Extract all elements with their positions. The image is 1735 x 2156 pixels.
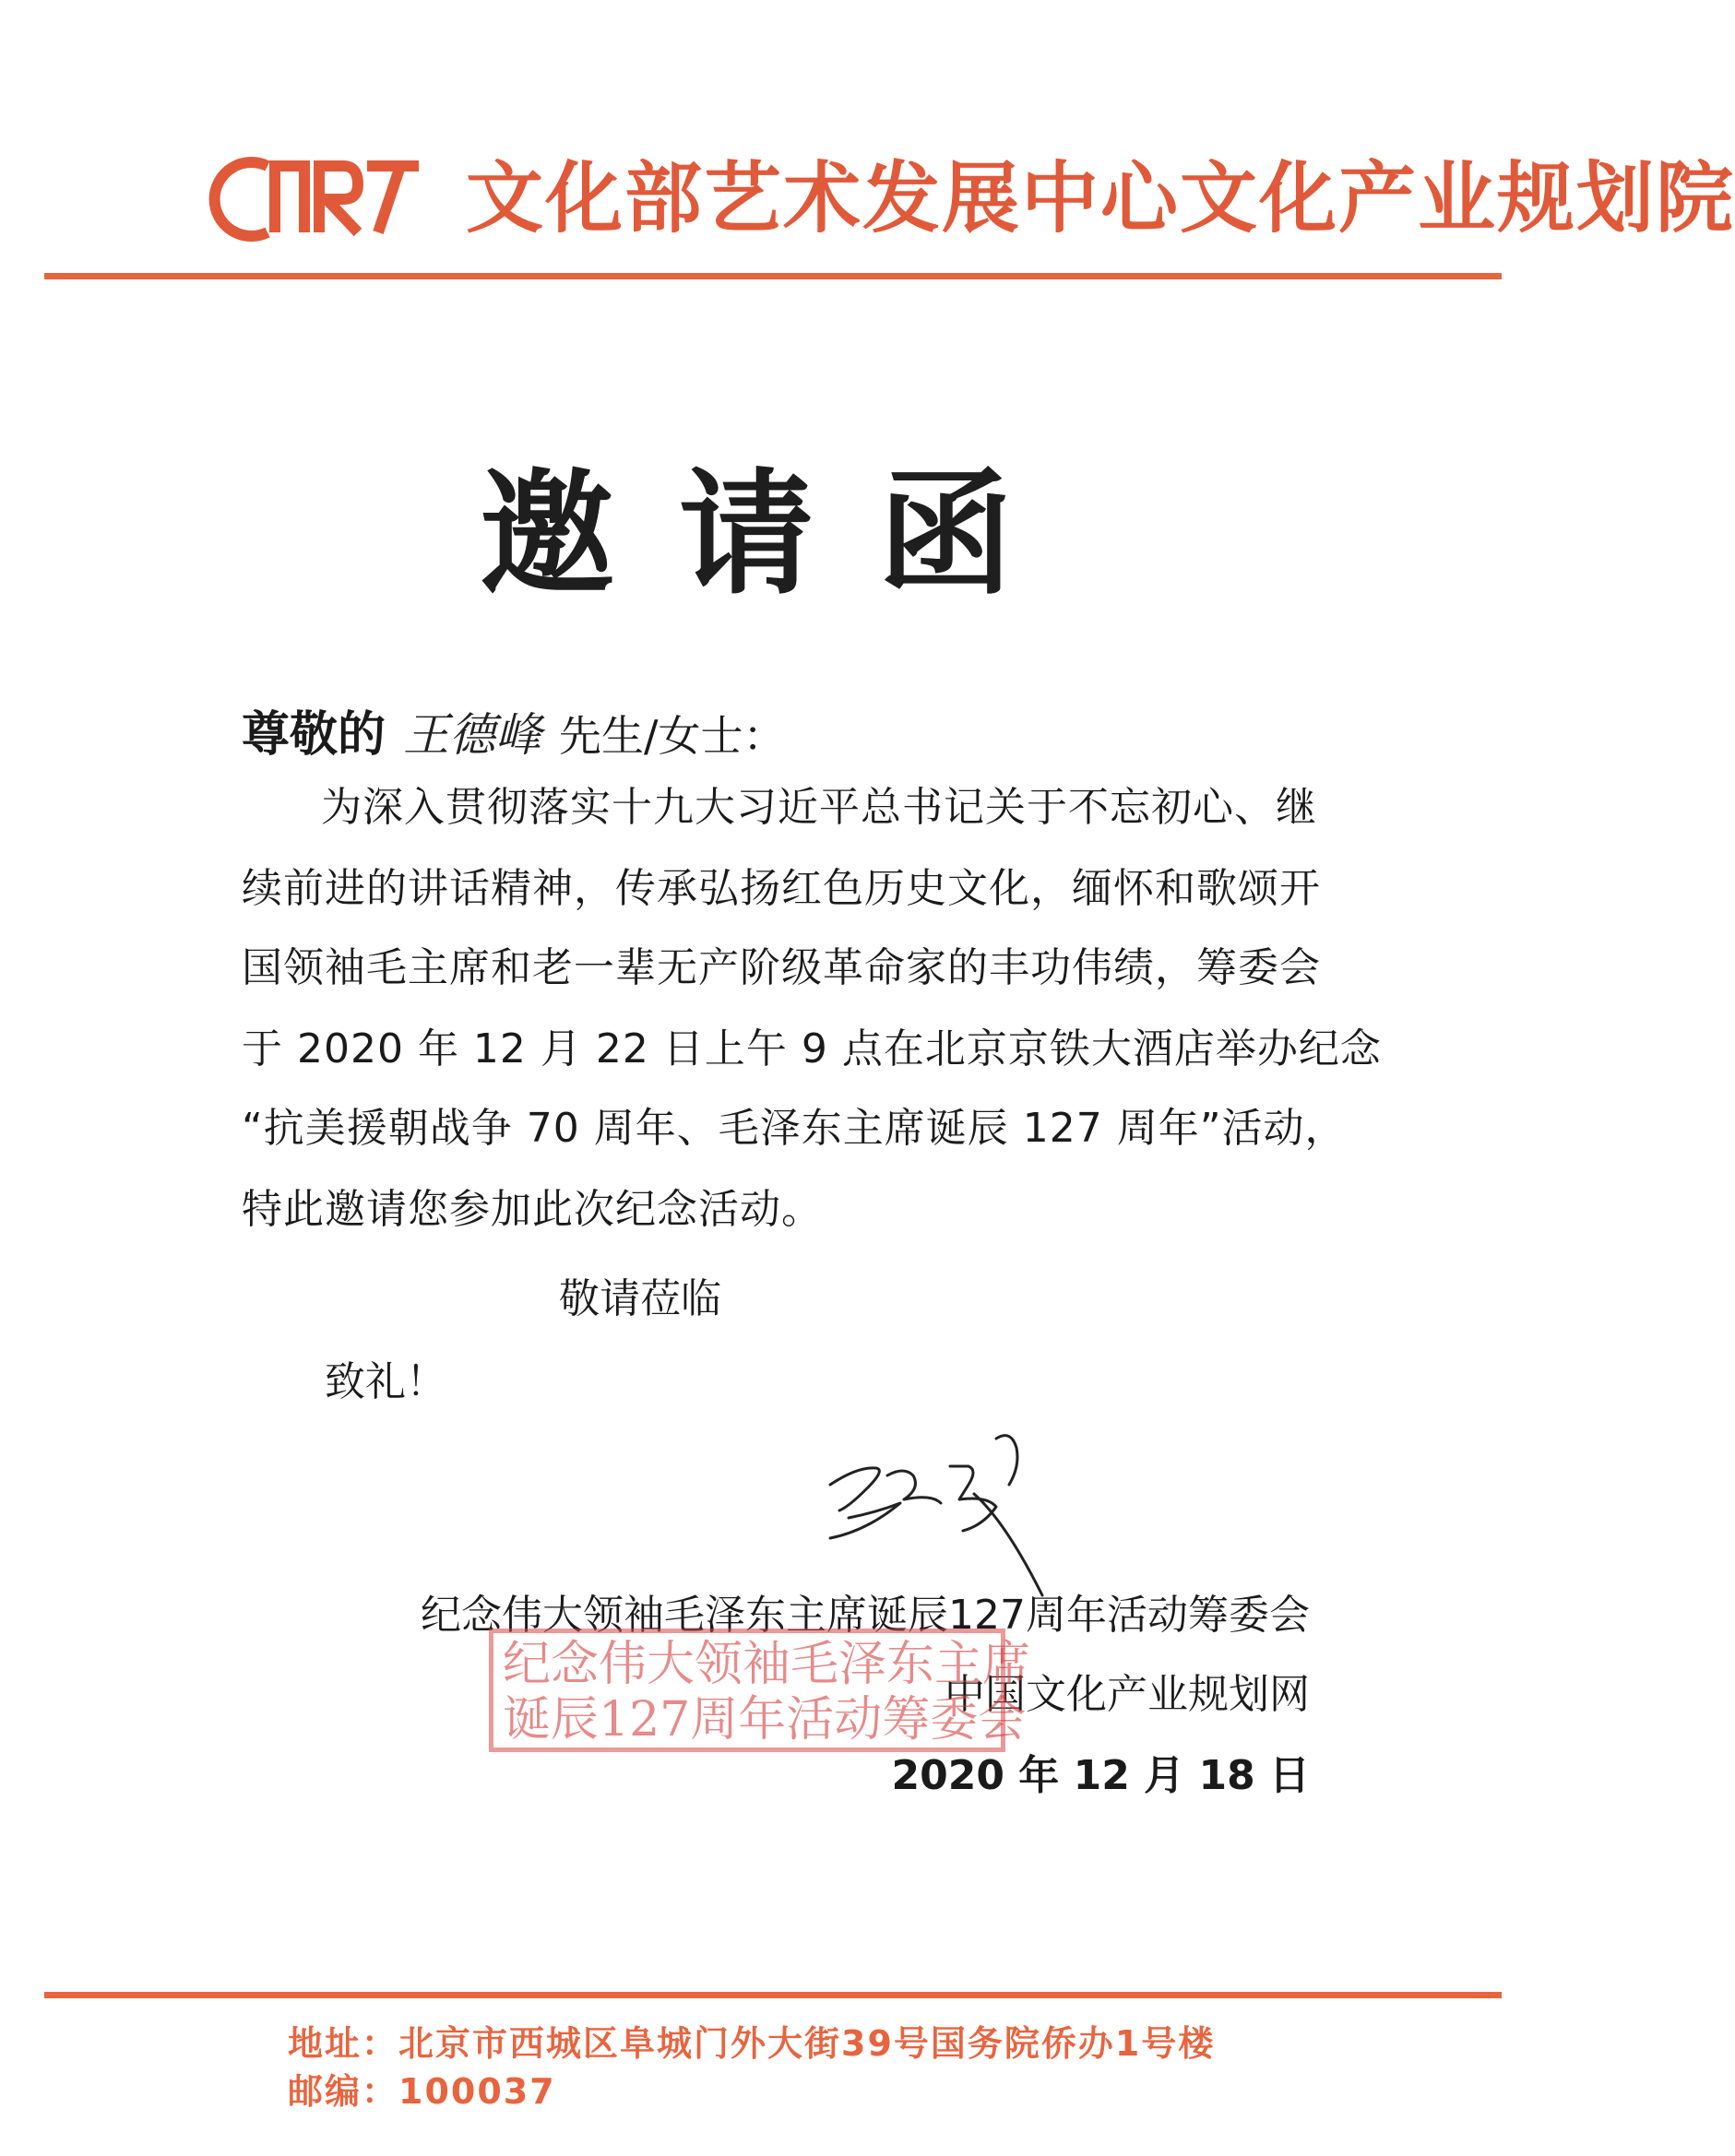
footer-divider (44, 1992, 1502, 1998)
body-line: 特此邀请您参加此次纪念活动。 (242, 1186, 823, 1233)
seal-line-2: 诞辰127周年活动筹委会 (503, 1692, 1027, 1747)
salutation (242, 703, 786, 768)
footer-postcode: 邮编：100037 (288, 2071, 556, 2112)
recipient-name: 王德峰 (403, 708, 542, 762)
issue-date: 2020 年 12 月 18 日 (891, 1752, 1310, 1799)
signer-website: 中国文化产业规划网 (945, 1671, 1310, 1718)
seal-line-1: 纪念伟大领袖毛泽东主席 (503, 1637, 1031, 1692)
red-seal-stamp (489, 1629, 1031, 1752)
closing-phrase: 敬请莅临 (559, 1275, 721, 1322)
art-logo (220, 155, 424, 243)
body-line: 为深入贯彻落实十九大习近平总书记关于不忘初心、继 (321, 784, 1317, 831)
body-line: “抗美援朝战争 70 周年、毛泽东主席诞辰 127 周年”活动， (242, 1105, 1347, 1152)
organization-name: 文化部艺术发展中心文化产业规划院 (466, 153, 1735, 243)
salutation-suffix: 先生/女士： (559, 711, 786, 761)
body-line: 于 2020 年 12 月 22 日上午 9 点在北京京铁大酒店举办纪念 (242, 1025, 1382, 1072)
regards: 致礼！ (325, 1358, 446, 1405)
signer-committee: 纪念伟大领袖毛泽东主席诞辰127周年活动筹委会 (421, 1592, 1310, 1639)
body-line: 国领袖毛主席和老一辈无产阶级革命家的丰功伟绩，筹委会 (242, 944, 1321, 991)
body-line: 续前进的讲话精神，传承弘扬红色历史文化，缅怀和歌颂开 (242, 865, 1321, 912)
salutation-prefix: 尊敬的 (242, 706, 386, 763)
header-divider (44, 273, 1502, 279)
handwritten-signature (812, 1411, 1088, 1605)
document-title: 邀请函 (480, 456, 1077, 613)
footer-address: 地址：北京市西城区阜城门外大街39号国务院侨办1号楼 (288, 2023, 1216, 2064)
